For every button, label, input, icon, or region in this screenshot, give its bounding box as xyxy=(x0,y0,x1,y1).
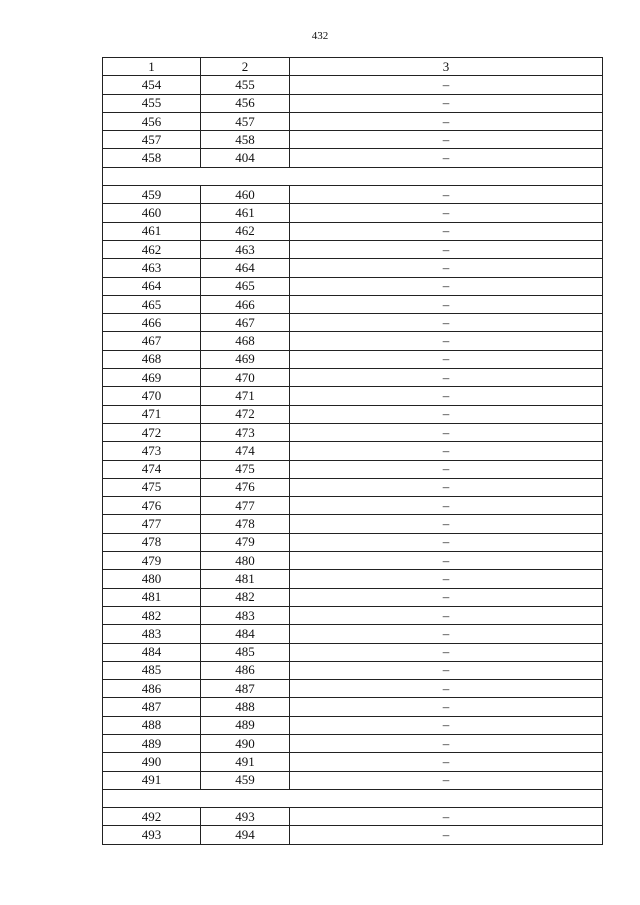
table-header-row xyxy=(103,58,603,76)
table-cell-col-3: – xyxy=(290,826,603,844)
table-row xyxy=(103,369,603,387)
table-cell-col-2: 485 xyxy=(201,643,290,661)
table-cell-col-1: 454 xyxy=(103,76,201,94)
table-cell-col-1: 490 xyxy=(103,753,201,771)
table-cell-col-3: – xyxy=(290,716,603,734)
column-header-1: 1 xyxy=(103,58,201,76)
table-cell-col-3: – xyxy=(290,771,603,789)
table-cell-col-3: – xyxy=(290,350,603,368)
table-cell-col-1: 489 xyxy=(103,734,201,752)
table-cell-col-1: 479 xyxy=(103,552,201,570)
table-cell-col-2: 493 xyxy=(201,808,290,826)
table-cell-col-3: – xyxy=(290,314,603,332)
table-row xyxy=(103,460,603,478)
table-cell-col-1: 469 xyxy=(103,369,201,387)
table-cell-col-2: 481 xyxy=(201,570,290,588)
table-row xyxy=(103,680,603,698)
table-cell-col-2: 473 xyxy=(201,423,290,441)
table-row xyxy=(103,570,603,588)
table-row xyxy=(103,240,603,258)
table-cell-col-1: 471 xyxy=(103,405,201,423)
table-cell-col-3: – xyxy=(290,460,603,478)
table-row xyxy=(103,442,603,460)
table-row xyxy=(103,478,603,496)
table-cell-col-1: 456 xyxy=(103,112,201,130)
table-cell-col-1: 461 xyxy=(103,222,201,240)
table-cell-col-3: – xyxy=(290,734,603,752)
table-row xyxy=(103,222,603,240)
table-row xyxy=(103,826,603,844)
table-row xyxy=(103,533,603,551)
table-cell-col-3: – xyxy=(290,497,603,515)
table-cell-col-1: 476 xyxy=(103,497,201,515)
table-cell-col-2: 474 xyxy=(201,442,290,460)
table-row xyxy=(103,94,603,112)
table-cell-col-2: 478 xyxy=(201,515,290,533)
table-cell-col-1: 459 xyxy=(103,186,201,204)
table-row xyxy=(103,186,603,204)
table-row xyxy=(103,808,603,826)
table-cell-col-3: – xyxy=(290,186,603,204)
table-row xyxy=(103,515,603,533)
table-cell-col-3: – xyxy=(290,131,603,149)
table-cell-col-3: – xyxy=(290,94,603,112)
column-header-3: 3 xyxy=(290,58,603,76)
table-cell-col-1: 487 xyxy=(103,698,201,716)
separator-cell xyxy=(103,167,603,185)
table-cell-col-2: 469 xyxy=(201,350,290,368)
table-row xyxy=(103,734,603,752)
table-cell-col-2: 404 xyxy=(201,149,290,167)
table-row xyxy=(103,112,603,130)
table-cell-col-2: 484 xyxy=(201,625,290,643)
table-cell-col-2: 460 xyxy=(201,186,290,204)
table-cell-col-2: 465 xyxy=(201,277,290,295)
table-cell-col-1: 465 xyxy=(103,295,201,313)
table-cell-col-1: 486 xyxy=(103,680,201,698)
table-cell-col-3: – xyxy=(290,387,603,405)
table-row xyxy=(103,423,603,441)
table-row xyxy=(103,698,603,716)
table-cell-col-2: 458 xyxy=(201,131,290,149)
table-row xyxy=(103,643,603,661)
table-cell-col-2: 457 xyxy=(201,112,290,130)
table-cell-col-2: 494 xyxy=(201,826,290,844)
table-cell-col-3: – xyxy=(290,295,603,313)
table-cell-col-3: – xyxy=(290,204,603,222)
table-row xyxy=(103,149,603,167)
table-cell-col-1: 463 xyxy=(103,259,201,277)
data-table xyxy=(102,57,603,845)
group-separator-row xyxy=(103,167,603,185)
table-cell-col-1: 458 xyxy=(103,149,201,167)
column-header-2: 2 xyxy=(201,58,290,76)
table-row xyxy=(103,295,603,313)
table-cell-col-2: 467 xyxy=(201,314,290,332)
table-cell-col-3: – xyxy=(290,222,603,240)
table-cell-col-3: – xyxy=(290,552,603,570)
table-cell-col-3: – xyxy=(290,259,603,277)
table-cell-col-1: 477 xyxy=(103,515,201,533)
table-row xyxy=(103,387,603,405)
table-cell-col-1: 493 xyxy=(103,826,201,844)
table-cell-col-2: 464 xyxy=(201,259,290,277)
table-cell-col-2: 477 xyxy=(201,497,290,515)
table-cell-col-2: 487 xyxy=(201,680,290,698)
table-cell-col-1: 481 xyxy=(103,588,201,606)
table-cell-col-2: 456 xyxy=(201,94,290,112)
table-cell-col-3: – xyxy=(290,753,603,771)
table-row xyxy=(103,588,603,606)
table-cell-col-1: 464 xyxy=(103,277,201,295)
table-cell-col-3: – xyxy=(290,112,603,130)
table-cell-col-2: 471 xyxy=(201,387,290,405)
table-cell-col-1: 488 xyxy=(103,716,201,734)
table-cell-col-3: – xyxy=(290,606,603,624)
page-number: 432 xyxy=(311,30,329,42)
table-cell-col-2: 466 xyxy=(201,295,290,313)
group-separator-row xyxy=(103,789,603,807)
table-cell-col-1: 468 xyxy=(103,350,201,368)
table-row xyxy=(103,753,603,771)
table-cell-col-3: – xyxy=(290,643,603,661)
table-cell-col-1: 473 xyxy=(103,442,201,460)
table-row xyxy=(103,606,603,624)
separator-cell xyxy=(103,789,603,807)
table-cell-col-3: – xyxy=(290,240,603,258)
table-cell-col-3: – xyxy=(290,369,603,387)
table-row xyxy=(103,277,603,295)
table-cell-col-3: – xyxy=(290,680,603,698)
table-cell-col-1: 466 xyxy=(103,314,201,332)
table-row xyxy=(103,204,603,222)
table-cell-col-2: 463 xyxy=(201,240,290,258)
table-cell-col-3: – xyxy=(290,277,603,295)
table-cell-col-3: – xyxy=(290,76,603,94)
table-cell-col-1: 467 xyxy=(103,332,201,350)
table-cell-col-1: 478 xyxy=(103,533,201,551)
table-cell-col-2: 459 xyxy=(201,771,290,789)
table-cell-col-2: 480 xyxy=(201,552,290,570)
table-cell-col-1: 470 xyxy=(103,387,201,405)
table-row xyxy=(103,497,603,515)
table-cell-col-1: 460 xyxy=(103,204,201,222)
table-cell-col-1: 483 xyxy=(103,625,201,643)
table-cell-col-1: 485 xyxy=(103,661,201,679)
table-cell-col-3: – xyxy=(290,478,603,496)
table-cell-col-3: – xyxy=(290,808,603,826)
table-cell-col-1: 455 xyxy=(103,94,201,112)
table-cell-col-2: 461 xyxy=(201,204,290,222)
table-cell-col-2: 455 xyxy=(201,76,290,94)
table-cell-col-3: – xyxy=(290,625,603,643)
table-body xyxy=(103,76,603,844)
table-cell-col-3: – xyxy=(290,533,603,551)
table-cell-col-2: 476 xyxy=(201,478,290,496)
table-cell-col-1: 480 xyxy=(103,570,201,588)
table-row xyxy=(103,661,603,679)
table-cell-col-3: – xyxy=(290,570,603,588)
table-row xyxy=(103,314,603,332)
table-cell-col-1: 475 xyxy=(103,478,201,496)
table-cell-col-3: – xyxy=(290,515,603,533)
table-cell-col-2: 479 xyxy=(201,533,290,551)
table-cell-col-2: 462 xyxy=(201,222,290,240)
table-row xyxy=(103,625,603,643)
table-cell-col-2: 489 xyxy=(201,716,290,734)
table-cell-col-2: 482 xyxy=(201,588,290,606)
table-row xyxy=(103,350,603,368)
table-row xyxy=(103,771,603,789)
table-cell-col-1: 457 xyxy=(103,131,201,149)
table-cell-col-2: 488 xyxy=(201,698,290,716)
table-cell-col-3: – xyxy=(290,405,603,423)
table-cell-col-3: – xyxy=(290,661,603,679)
table-cell-col-1: 484 xyxy=(103,643,201,661)
table-cell-col-3: – xyxy=(290,332,603,350)
table-cell-col-3: – xyxy=(290,698,603,716)
table-cell-col-1: 482 xyxy=(103,606,201,624)
table-cell-col-2: 475 xyxy=(201,460,290,478)
table-cell-col-1: 474 xyxy=(103,460,201,478)
table-row xyxy=(103,131,603,149)
table-cell-col-2: 472 xyxy=(201,405,290,423)
table-cell-col-3: – xyxy=(290,423,603,441)
table-cell-col-1: 462 xyxy=(103,240,201,258)
table-row xyxy=(103,405,603,423)
table-cell-col-1: 492 xyxy=(103,808,201,826)
table-cell-col-2: 483 xyxy=(201,606,290,624)
table-cell-col-2: 491 xyxy=(201,753,290,771)
table-cell-col-1: 472 xyxy=(103,423,201,441)
table-cell-col-2: 490 xyxy=(201,734,290,752)
table-cell-col-2: 486 xyxy=(201,661,290,679)
table-row xyxy=(103,259,603,277)
table-row xyxy=(103,76,603,94)
table-row xyxy=(103,716,603,734)
table-cell-col-1: 491 xyxy=(103,771,201,789)
table-row xyxy=(103,552,603,570)
table-cell-col-3: – xyxy=(290,442,603,460)
table-cell-col-2: 470 xyxy=(201,369,290,387)
table-cell-col-3: – xyxy=(290,149,603,167)
table-cell-col-3: – xyxy=(290,588,603,606)
table-row xyxy=(103,332,603,350)
table-cell-col-2: 468 xyxy=(201,332,290,350)
